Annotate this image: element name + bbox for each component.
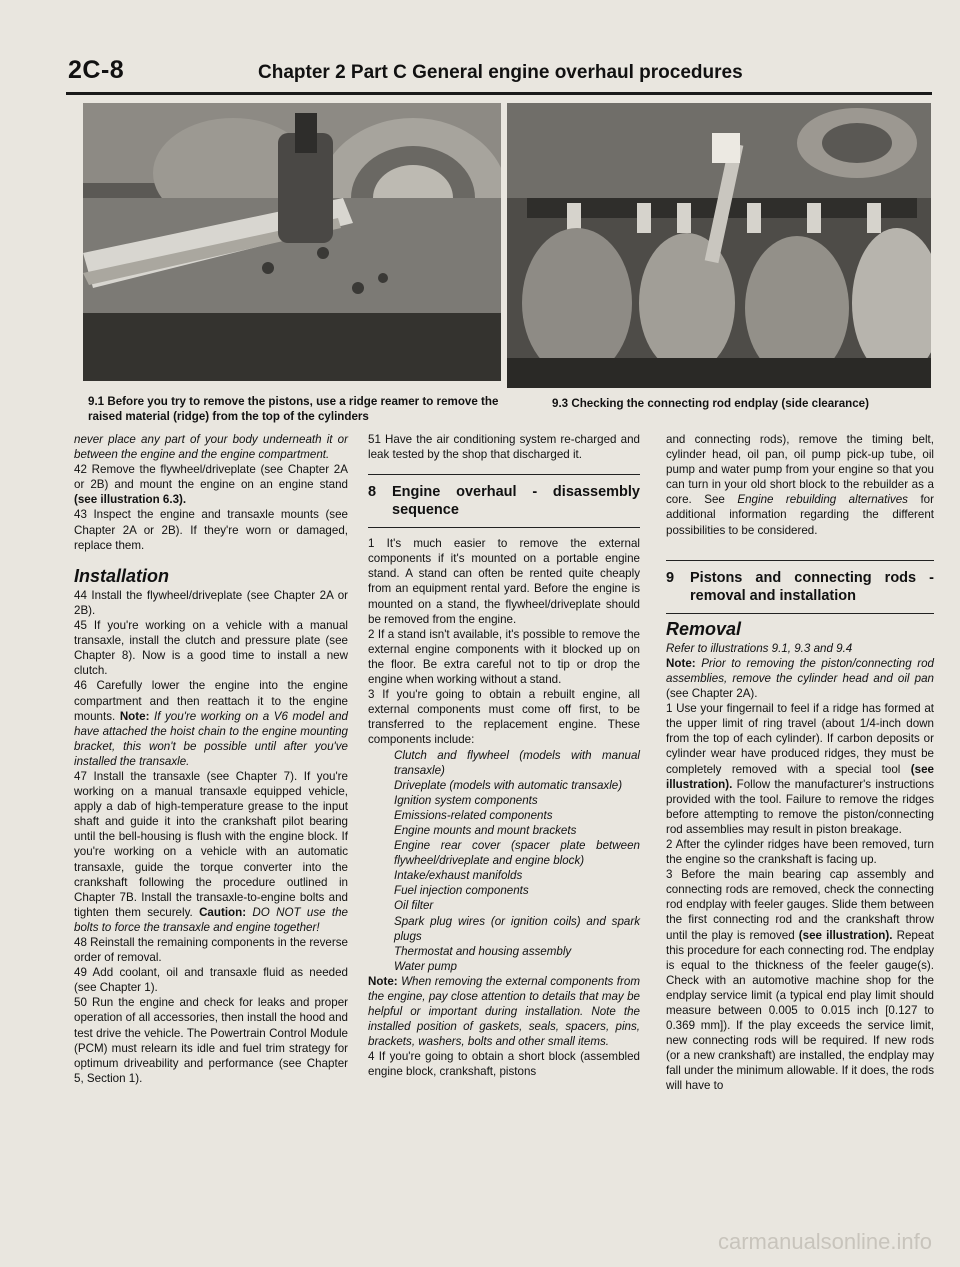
caption-9-3: 9.3 Checking the connecting rod endplay (side clearance): [552, 397, 869, 410]
list-item: Water pump: [394, 959, 457, 973]
list-item: Ignition system components: [394, 793, 538, 807]
list-item: Driveplate (models with automatic transaxle): [394, 778, 623, 792]
paragraph-4: 4 If you're going to obtain a short block (assembled engine block, crankshaft, pistons: [368, 1050, 640, 1079]
paragraph-3: 3 If you're going to obtain a rebuilt engine, all external components must come off first, to be transferred to the replacement engine. These components include:: [368, 688, 640, 747]
photo-ridge-reamer: [83, 103, 501, 381]
list-item: Oil filter: [394, 899, 434, 913]
paragraph-48: 48 Reinstall the remaining components in the reverse order of removal.: [74, 936, 348, 965]
column-1: [74, 432, 348, 1086]
paragraph-44: 44 Install the flywheel/driveplate (see Chapter 2A or 2B).: [74, 588, 348, 617]
components-list: [368, 748, 640, 974]
list-item: Fuel injection components: [394, 884, 529, 898]
list-item: Emissions-related components: [394, 808, 553, 822]
paragraph-42: 42 Remove the flywheel/driveplate (see Chapter 2A or 2B) and mount the engine on an engine stand (see illustration 6.3).: [74, 463, 348, 507]
list-item: Thermostat and housing assembly: [394, 944, 572, 958]
paragraph-3: 3 Before the main bearing cap assembly and connecting rods are removed, check the connecting rod endplay with feeler gauges. Slide them between the first connecting rod and the crankshaft throw until the play is removed (see illustration). Repeat this procedure for each connecting rod. The endplay is equal to the thickness of the feeler gauge(s). Check with an automotive machine shop for the endplay service limit (a typical end play limit should measure between 0.005 to 0.015 inch [0.127 to 0.369 mm]). If the play exceeds the service limit, new connecting rods will be required. If new rods (or a new crankshaft) are installed, the endplay may fall under the minimum allowable. If it does, the rods will have to: [666, 868, 934, 1093]
section-9-heading: 9 Pistons and connecting rods - removal and installation: [666, 560, 934, 614]
column-2: [368, 432, 640, 1080]
paragraph-1: 1 Use your fingernail to feel if a ridge has formed at the upper limit of ring travel (about 1/4-inch down from the top of each cylinder). If carbon deposits or cylinder wear have produced ridges, they must be completely removed with a special tool (see illustration). Follow the manufacturer's instructions provided with the tool. Failure to remove the ridges before attempting to remove the piston/connecting rod assemblies may result in piston breakage.: [666, 702, 934, 836]
paragraph-50: 50 Run the engine and check for leaks and proper operation of all accessories, then install the hood and test drive the vehicle. The Powertrain Control Module (PCM) must relearn its idle and fuel trim strategy for optimum driveability and performance (see Chapter 5, Section 1).: [74, 996, 348, 1085]
list-item: Spark plug wires (or ignition coils) and spark plugs: [394, 914, 640, 943]
removal-heading: Removal: [666, 618, 742, 639]
paragraph-cont: and connecting rods), remove the timing belt, cylinder head, oil pan, oil pump pick-up tube, oil pump and water pump from your engine so that you can turn in your old short block to the rebuilder as a core. See Engine rebuilding alternatives for additional information regarding the different possibilities to be considered.: [666, 433, 934, 537]
note: Note: When removing the external components from the engine, pay close attention to details that may be helpful or important during installation. Note the installed position of gaskets, seals, spacers, pins, brackets, washers, bolts and other small items.: [368, 974, 640, 1049]
paragraph-2: 2 If a stand isn't available, it's possible to remove the external engine components with it blocked up on the floor. Be extra careful not to tip or drop the engine when working without a stand.: [368, 627, 640, 687]
chapter-title: Chapter 2 Part C General engine overhaul procedures: [258, 62, 743, 83]
paragraph-51: 51 Have the air conditioning system re-charged and leak tested by the shop that discharged it.: [368, 433, 640, 462]
watermark: carmanualsonline.info: [717, 1229, 932, 1254]
column-3: [666, 432, 934, 1094]
list-item: Engine mounts and mount brackets: [394, 823, 577, 837]
list-item: Engine rear cover (spacer plate between flywheel/driveplate and engine block): [394, 839, 640, 868]
refer-text: Refer to illustrations 9.1, 9.3 and 9.4: [666, 641, 853, 655]
paragraph-45: 45 If you're working on a vehicle with a manual transaxle, install the clutch and pressure plate (see Chapter 8). Now is a good time to install a new clutch.: [74, 619, 348, 678]
paragraph-46: 46 Carefully lower the engine into the engine compartment and then reattach it to the engine mounts. Note: If you're working on a V6 model and have attached the hoist chain to the engine mounting bracket, this won't be possible until after you've installed the transaxle.: [74, 679, 348, 768]
note: Note: Prior to removing the piston/connecting rod assemblies, remove the cylinder head and oil pan (see Chapter 2A).: [666, 656, 934, 701]
page-number: 2C-8: [68, 56, 125, 84]
list-item: Clutch and flywheel (models with manual transaxle): [394, 748, 640, 777]
header-rule: [66, 92, 932, 95]
caption-9-1: 9.1 Before you try to remove the pistons, use a ridge reamer to remove the raised material (ridge) from the top of the cylinders: [88, 395, 499, 423]
photo-rod-endplay: [507, 103, 931, 388]
paragraph: never place any part of your body underneath it or between the engine and the engine compartment.: [74, 433, 348, 462]
installation-heading: Installation: [74, 565, 170, 586]
paragraph-49: 49 Add coolant, oil and transaxle fluid as needed (see Chapter 1).: [74, 966, 348, 995]
paragraph-47: 47 Install the transaxle (see Chapter 7). If you're working on a manual transaxle equipped vehicle, apply a dab of high-temperature grease to the input shaft and guide it into the crankshaft pilot bearing until the bell-housing is flush with the engine block. If you're working on a vehicle with an automatic transaxle, guide the torque converter into the crankshaft following the procedure outlined in Chapter 7B. Install the transaxle-to-engine bolts and tighten them securely. Caution: DO NOT use the bolts to force the transaxle and engine together!: [74, 769, 349, 934]
list-item: Intake/exhaust manifolds: [394, 869, 523, 883]
paragraph-2: 2 After the cylinder ridges have been removed, turn the engine so the crankshaft is facing up.: [666, 837, 934, 867]
paragraph-1: 1 It's much easier to remove the external components if it's mounted on a portable engine stand. A stand can often be rented quite cheaply from an equipment rental yard. Before the engine is mounted on a stand, the flywheel/driveplate should be removed from the engine.: [368, 537, 640, 626]
paragraph-43: 43 Inspect the engine and transaxle mounts (see Chapter 2A or 2B). If they're worn or damaged, replace them.: [74, 508, 348, 552]
section-8-heading: 8 Engine overhaul - disassembly sequence: [368, 474, 640, 528]
